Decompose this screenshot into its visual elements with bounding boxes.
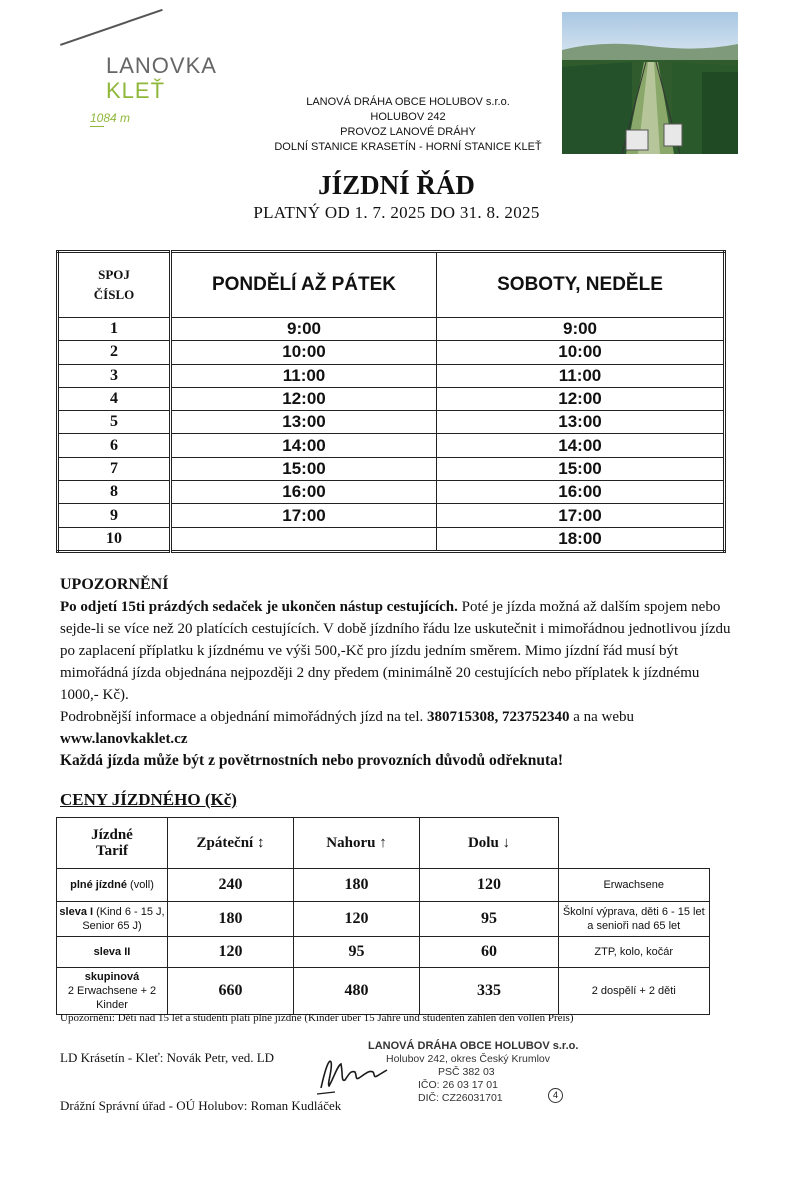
logo-altitude-underline	[90, 126, 104, 127]
schedule-row	[58, 387, 725, 410]
price-return: 180	[168, 902, 294, 937]
company-department: PROVOZ LANOVÉ DRÁHY	[340, 126, 476, 138]
prices-table	[56, 817, 710, 1015]
row-number: 10	[58, 527, 171, 551]
schedule-row	[58, 364, 725, 387]
tariff-description: 2 dospělí + 2 děti	[559, 968, 710, 1015]
stamp-dic: DIČ: CZ26031701	[418, 1092, 503, 1104]
notice-section	[60, 574, 740, 772]
notice-body	[60, 596, 740, 706]
stamp-address: Holubov 242, okres Český Krumlov	[386, 1053, 550, 1065]
stamp-psc: PSČ 382 03	[438, 1066, 495, 1078]
weekday-time: 17:00	[171, 504, 437, 527]
schedule-row	[58, 457, 725, 480]
price-up: 480	[294, 968, 420, 1015]
price-up: 180	[294, 869, 420, 902]
tariff-label-bold: skupinová	[84, 971, 140, 983]
weekend-time: 15:00	[437, 457, 725, 480]
tariff-label-bold: sleva II	[93, 946, 131, 958]
company-name: LANOVÁ DRÁHA OBCE HOLUBOV s.r.o.	[306, 96, 510, 108]
price-return: 120	[168, 937, 294, 968]
row-number: 9	[58, 504, 171, 527]
chairlift-photo-image	[562, 12, 738, 154]
tariff-label	[57, 968, 168, 1015]
tariff-label	[57, 869, 168, 902]
prices-header-row	[57, 818, 710, 869]
weekday-time	[171, 527, 437, 551]
price-row	[57, 937, 710, 968]
page-title: JÍZDNÍ ŘÁD	[318, 170, 475, 200]
weekend-time: 12:00	[437, 387, 725, 410]
company-stations: DOLNÍ STANICE KRASETÍN - HORNÍ STANICE KLEŤ	[274, 141, 542, 153]
row-number: 2	[58, 341, 171, 364]
tariff-label	[57, 937, 168, 968]
header-spoj: SPOJ	[98, 267, 130, 282]
page-number-circled: 4	[548, 1088, 563, 1103]
schedule-row	[58, 411, 725, 434]
header-weekdays: PONDĚLÍ AŽ PÁTEK	[171, 252, 437, 318]
logo-altitude: 1084 m	[90, 111, 131, 125]
weekend-time: 17:00	[437, 504, 725, 527]
price-down: 120	[420, 869, 559, 902]
chairlift-photo	[562, 12, 738, 154]
signature-line-ld: LD Krásetín - Kleť: Novák Petr, ved. LD	[60, 1050, 275, 1065]
notice-contact	[60, 706, 740, 750]
notice-text-1: Poté je jízda možná až dalším spojem nebo sejde-li se více než 20 platících cestujících. V době jízdního řádu lze uskutečnit i mimořádnou jednotlivou jízdu po zaplacení příplatku k jízdnému ve výši 500,-Kč pro jízdu jedním směrem. Mimo jízdní řád musí být mimořádná jízda objednána nejpozději 2 dny předem (minimálně 20 cestujících nebo příplatek k jízdnému 1000,- Kč).	[60, 599, 731, 703]
header-cislo: ČÍSLO	[93, 287, 135, 302]
row-number: 4	[58, 387, 171, 410]
tariff-description: ZTP, kolo, kočár	[559, 937, 710, 968]
schedule-row	[58, 481, 725, 504]
schedule-row	[58, 318, 725, 341]
notice-final-warning: Každá jízda může být z povětrnostních nebo provozních důvodů odřeknuta!	[60, 752, 564, 769]
weekend-time: 13:00	[437, 411, 725, 434]
logo-cable-line	[60, 9, 163, 46]
weekend-time: 18:00	[437, 527, 725, 551]
header-weekend: SOBOTY, NEDĚLE	[437, 252, 725, 318]
schedule-row	[58, 434, 725, 457]
weekday-time: 13:00	[171, 411, 437, 434]
tariff-description: Erwachsene	[559, 869, 710, 902]
tariff-label-note: 2 Erwachsene + 2 Kinder	[67, 985, 157, 1011]
stamp-name: LANOVÁ DRÁHA OBCE HOLUBOV s.r.o.	[368, 1040, 579, 1052]
price-row	[57, 869, 710, 902]
notice-text-3: a na webu	[569, 709, 635, 725]
row-number: 7	[58, 457, 171, 480]
price-up: 95	[294, 937, 420, 968]
row-number: 5	[58, 411, 171, 434]
tariff-label-note: (voll)	[126, 879, 154, 891]
tariff-label-bold: sleva I	[59, 906, 94, 918]
tariff-label-note: (Kind 6 - 15 J, Senior 65 J)	[82, 906, 165, 932]
signature-line-authority: Drážní Správní úřad - OÚ Holubov: Roman Kudláček	[60, 1098, 342, 1113]
lanovka-klet-logo	[60, 18, 240, 128]
weekend-time: 16:00	[437, 481, 725, 504]
logo-text-klet: KLEŤ	[106, 78, 166, 103]
weekday-time: 11:00	[171, 364, 437, 387]
weekday-time: 15:00	[171, 457, 437, 480]
row-number: 3	[58, 364, 171, 387]
price-down: 60	[420, 937, 559, 968]
weekday-time: 14:00	[171, 434, 437, 457]
schedule-table	[56, 250, 726, 553]
weekday-time: 12:00	[171, 387, 437, 410]
prices-title: CENY JÍZDNÉHO (Kč)	[60, 790, 237, 809]
price-down: 335	[420, 968, 559, 1015]
notice-text-2: Podrobnější informace a objednání mimořádných jízd na tel.	[60, 709, 427, 725]
price-return: 240	[168, 869, 294, 902]
row-number: 8	[58, 481, 171, 504]
price-row	[57, 902, 710, 937]
company-address: HOLUBOV 242	[370, 111, 446, 123]
notice-phones: 380715308, 723752340	[426, 709, 570, 725]
weekend-time: 10:00	[437, 341, 725, 364]
price-footnote: Upozornění: Děti nad 15 let a studenti platí plné jízdné (Kinder über 15 Jahre und studenten zahlen den vollen Preis)	[60, 1012, 574, 1024]
weekday-time: 9:00	[171, 318, 437, 341]
logo-text-lanovka: LANOVKA	[106, 53, 217, 78]
schedule-header-row	[58, 252, 725, 318]
price-up: 120	[294, 902, 420, 937]
header-down: Dolu ↓	[420, 818, 559, 869]
header-return: Zpáteční ↕	[168, 818, 294, 869]
price-return: 660	[168, 968, 294, 1015]
header-up: Nahoru ↑	[294, 818, 420, 869]
row-number: 6	[58, 434, 171, 457]
tariff-description: Školní výprava, děti 6 - 15 let a senioři nad 65 let	[559, 902, 710, 937]
price-down: 95	[420, 902, 559, 937]
tariff-label-bold: plné jízdné	[70, 879, 127, 891]
price-row	[57, 968, 710, 1015]
validity-period: PLATNÝ OD 1. 7. 2025 DO 31. 8. 2025	[253, 203, 540, 222]
schedule-row	[58, 504, 725, 527]
company-header	[238, 95, 578, 155]
header-tarif-2: Tarif	[96, 843, 128, 859]
notice-web-link[interactable]: www.lanovkaklet.cz	[60, 731, 188, 747]
weekend-time: 14:00	[437, 434, 725, 457]
company-stamp	[368, 1040, 598, 1105]
header-spoj-cislo	[58, 252, 171, 318]
stamp-ico: IČO: 26 03 17 01	[418, 1079, 498, 1091]
header-tarif	[57, 818, 168, 869]
weekend-time: 9:00	[437, 318, 725, 341]
schedule-row	[58, 527, 725, 551]
row-number: 1	[58, 318, 171, 341]
header-empty	[559, 818, 710, 869]
weekday-time: 10:00	[171, 341, 437, 364]
schedule-row	[58, 341, 725, 364]
weekday-time: 16:00	[171, 481, 437, 504]
header-tarif-1: Jízdné	[91, 827, 133, 843]
tariff-label	[57, 902, 168, 937]
weekend-time: 11:00	[437, 364, 725, 387]
notice-bold-lead: Po odjetí 15ti prázdých sedaček je ukončen nástup cestujících.	[60, 599, 458, 615]
notice-title: UPOZORNĚNÍ	[60, 576, 169, 593]
